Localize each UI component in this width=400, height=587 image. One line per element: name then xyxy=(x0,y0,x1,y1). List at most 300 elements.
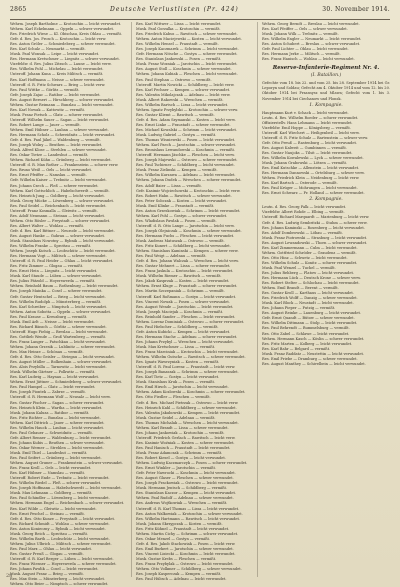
list-item: Leutn. d. Res. Wilhelm Roeder — schwer verwundet. xyxy=(262,115,359,120)
list-item: Res. Johann Kubis — Beuthen — schwer verwundet. xyxy=(10,440,105,445)
list-item: Res. Vincent Lisiecki — Koschmin — leicht verwundet. xyxy=(136,551,236,556)
list-item: Res. Johann Jankowiak — Krotoschin — vermißt. xyxy=(136,430,225,435)
list-item: Unteroff. Hermann Jäschke — Pleschen — leicht verw. xyxy=(136,153,235,158)
list-item: Musk. Gustav Krebs — Pleschen — vermißt. xyxy=(136,556,217,561)
list-item: Res. Ernst Linke — Fraustadt — schwer verwundet. xyxy=(136,122,231,127)
list-item: Res. Robert Stelter — Schlochau — leicht verwundet. xyxy=(262,281,360,286)
list-item: Res. Joseph Mainka — Cosel — schwer verwundet. xyxy=(10,289,103,294)
list-item: Res. Albert Walter — Wohlau — vermißt. xyxy=(10,223,85,228)
list-item: Vizefeldw. Albert Rohde — Elbing — vermißt. xyxy=(262,210,345,215)
list-item: Res. Hermann Scholz — Schweidnitz — leicht verwundet. xyxy=(10,133,116,138)
list-item: Unteroff. d. R. Fritz Schwarz — Brieg — leicht verw. xyxy=(10,82,106,87)
list-item: Gefr. d. Res. Otto Kunze — Freystadt — leicht verwundet. xyxy=(10,516,116,521)
list-item: Res. Paul Seidel — Reichenbach — leicht verwundet. xyxy=(10,203,107,208)
text-column-2 xyxy=(136,22,254,581)
list-item: Musk. Johann Kaluza — Ratibor — vermißt. xyxy=(10,410,90,415)
list-item: Unteroff. d. R. Karl Berger — Lüben — leicht verwundet. xyxy=(10,556,114,561)
list-item: Res. Ignatz Wawrzyniak — Kosten — vermißt. xyxy=(136,360,220,365)
list-item: Offizierstellv. Hans Lehmann — leicht verwundet. xyxy=(262,120,353,125)
list-item: Res. Paul Tschirner — Schildberg — leicht verwundet. xyxy=(136,163,235,168)
list-item: Res. Paul Hielscher — Schildberg — vermißt. xyxy=(136,324,219,329)
list-item: Wehrm. Paul Rudolf — Adelnau — schwer verwundet. xyxy=(136,496,234,501)
list-item: Res. Anton Schubert — Breslau — schwer verwundet. xyxy=(262,42,361,47)
list-item: Res. Friedrich Wolff — Danzig — schwer verwundet. xyxy=(262,296,358,301)
list-item: Res. Anton Grzeskowiak — Schrimm — leicht verwundet. xyxy=(136,208,241,213)
list-item: Res. Richard Bänsch — Görlitz — schwer verwundet. xyxy=(10,324,107,329)
list-item: Res. Wilhelm Riedel — Pleß — schwer verwundet. xyxy=(10,481,102,486)
list-item: Musk. Joseph Maciejak — Koschmin — vermißt. xyxy=(136,309,224,314)
list-item: Res. Oskar Tietze — Landeshut — vermißt. xyxy=(10,153,89,158)
list-item: Res. Fritz Marten — Kolberg — leicht verwundet. xyxy=(262,341,353,346)
list-item: Res. Gustav Kroll — Karthaus — leicht verwundet. xyxy=(262,291,354,296)
list-item: Musk. Andreas Matuszak — Ostrowo — vermißt. xyxy=(136,239,225,244)
list-item: Res. Gustav Fischer — Sagan — schwer verwundet. xyxy=(10,400,105,405)
list-item: Musk. Franz Adamczak — Schrimm — vermißt. xyxy=(136,450,223,455)
list-item: Musk. Franz Raddatz — Neustettin — leicht verwundet. xyxy=(262,351,365,356)
company-2-entries xyxy=(262,205,390,367)
list-item: Res. Andreas Wojtkowiak — Wreschen — vermißt. xyxy=(136,501,228,506)
list-item: Res. Robert Lange — Jauer — vermißt. xyxy=(10,122,81,127)
list-item: Res. Joseph Piontek — Zabrze — vermißt. xyxy=(10,390,86,395)
list-item: Res. August Wende — Jarotschin — leicht verwundet. xyxy=(136,304,234,309)
list-item: Musk. Johann Wilk — Trebnitz — vermißt. xyxy=(262,32,339,37)
list-item: Res. Wilhelm Dittmann — Stolp — leicht verwundet. xyxy=(262,321,358,326)
list-item: Gefr. Paul Lichter — Ohlau — leicht verwundet. xyxy=(262,47,349,52)
list-item: Wehrm. Ernst Kluge — Fraustadt — schwer verwundet. xyxy=(136,284,238,289)
list-item: Res. Julius Rehberg — Flatow — leicht verwundet. xyxy=(262,270,355,275)
list-item: Res. Ernst Schwarz — Pr. Holland — schwer verwundet. xyxy=(262,191,365,196)
list-item: Res. Karl Schreiber — Nimptsch — leicht verwundet. xyxy=(10,304,108,309)
list-item: Musk. Paul Wenzel — Tuchel — vermißt. xyxy=(262,265,336,270)
list-item: Musk. Karl Staude — Lüben — schwer verwundet. xyxy=(10,274,102,279)
list-item: Musk. Max Kretschmer — Lissa — vermißt. xyxy=(136,345,216,349)
list-item: Res. Kasimir Woźniak — Kosten — schwer verwundet. xyxy=(136,440,235,445)
list-item: Res. Jakob Kasprzak — Kosten — leicht verwundet. xyxy=(136,279,230,284)
list-item: Res. Karl Bartsch — Osterode — vermißt. xyxy=(262,181,338,186)
list-item: Res. Ernst Peschel — Steinau — vermißt. xyxy=(10,511,86,516)
list-item: Res. Paul Marx — Ohlau — leicht verwundet. xyxy=(10,546,93,551)
list-item: Musk. Stanislaus Nowotny — Rybnik — leicht verwundet. xyxy=(10,239,115,244)
list-item: Res. Bronislaus Lewandowski — Koschmin — vermißt. xyxy=(136,148,236,153)
list-item: Res. Hermann Dannowski — Ortelsburg — schwer verw. xyxy=(262,171,365,176)
list-item: Res. Karl Zimmermann — Culm — leicht verwundet. xyxy=(262,245,358,250)
list-item: Res. Robert Hahn — Rawitsch — schwer verwundet. xyxy=(136,193,232,198)
list-item: Unteroff. Johann Kuna — Kreis Militsch — vermißt. xyxy=(10,72,104,77)
list-item: Wehrm. Joseph Bartholme — Krotoschin — leicht verwundet. xyxy=(10,22,122,26)
list-item: Res. Franz Langer — Patschkau — leicht verwundet. xyxy=(10,339,106,344)
list-item: Unteroff. Martin Nowicki — Schildberg — leicht verw. xyxy=(136,82,235,87)
company-heading: 2. Kompagnie. xyxy=(309,197,343,203)
list-item: Unteroff. Friedrich Gerlach — Rawitsch — leicht verw. xyxy=(136,435,236,440)
list-item: Res. Paul Weigt — Adelnau — vermißt. xyxy=(136,254,207,259)
list-item: Res. Karl Tietz — Gostyn — leicht verwundet. xyxy=(136,375,220,380)
list-item: Res. Heinrich Kahl — Schildberg — schwer verwundet. xyxy=(136,405,237,410)
list-item: Wehrm. Gustav Reimann — Bunzlau — leicht verwundet. xyxy=(10,102,114,107)
list-item: Res. Fritz Richter — Bunzlau — leicht verwundet. xyxy=(10,415,101,420)
list-item: Wehrm. Hermann Engel — Reichenbach — schwer verwundet. xyxy=(10,501,125,506)
list-item: Res. Johann Pawlik — Cosel — leicht verwundet. xyxy=(10,567,99,572)
list-item: Res. Wilhelm Rudolph — Münsterberg — vermißt. xyxy=(10,299,102,304)
list-item: Res. Paul Stephan — Ostrowo — vermißt. xyxy=(136,77,212,82)
list-item: Res. Wilhelm Bartsch — Lissa — leicht verwundet. xyxy=(136,102,229,107)
list-item: Res. Martin Szczepaniak — Schrimm — vermißt. xyxy=(136,289,225,294)
list-item: Wehrm. Karl Brandt — Lissa — schwer verwundet. xyxy=(136,425,229,430)
list-item: Res. Gustav Kliemt — Rawitsch — vermißt. xyxy=(136,112,215,117)
list-item: Wehrm. Emil Hübner — Lauban — schwer verwundet. xyxy=(10,127,109,132)
list-item: Res. Adolf Dombrowski — Löbau — vermißt. xyxy=(262,230,344,235)
list-item: Res. Johann Przybyl — Wreschen — leicht verwundet. xyxy=(136,339,235,344)
list-item: Res. Paul Krause — Kreuzburg — vermißt. xyxy=(10,314,88,319)
list-item: Vizefeldw. d. Res. Julius Zitzsch — Laune — leicht verw. xyxy=(10,62,112,67)
column-3-top-entries xyxy=(262,22,390,62)
list-item: Res. Robert Kiesel — Gostyn — leicht verwundet. xyxy=(136,456,227,461)
list-item: Wehrm. Otto Volkmer — Schildberg — schwer verwundet. xyxy=(136,567,242,572)
list-item: Res. Wilhelm Hensel — Fraustadt — vermißt. xyxy=(136,42,219,47)
list-item: Res. Karl Schulz — Neumarkt — vermißt. xyxy=(10,47,86,52)
list-item: Res. Gustav Naujoks — Tilsit — leicht verwundet. xyxy=(262,150,353,155)
list-item: Res. Adolf Neumann — Steinau — leicht verwundet. xyxy=(10,213,106,218)
list-item: Res. Karl Bahr — Belgard — vermißt. xyxy=(262,346,331,351)
list-item: Musk. Emil Klinke — Fraustadt — vermißt. xyxy=(136,203,215,208)
list-item: Res. Wilhelm Schulz — Konitz — schwer verwundet. xyxy=(262,260,358,265)
list-item: Res. Karl Pfeiffer — Oels — schwer verwundet. xyxy=(262,27,348,32)
list-item: Wehrm. Karl Paech — Jarotschin — schwer verwundet. xyxy=(136,143,237,148)
list-item: Res. Joseph Frackowiak — Ostrowo — leicht verwundet. xyxy=(136,481,239,486)
list-item: Res. Vincent Nowak — Posen — schwer verwundet. xyxy=(136,299,231,304)
list-item: Res. Wilhelm Hartmann — Rawitsch — leicht verwundet. xyxy=(136,516,241,521)
list-item: Gefr. Hermann Nitsche — Gostyn — schwer verwundet. xyxy=(136,52,238,57)
list-item: Musk. Wilhelm Riemer — Rawitsch — vermißt. xyxy=(136,274,222,279)
list-item: Gefr. Joseph Zajac — Ratibor — leicht verwundet. xyxy=(10,92,101,97)
list-item: Unteroff. d. R. Max Rother — Frankenstein — schwer verw. xyxy=(10,163,119,168)
list-item: Res. Friedrich Wiese — Kl. Obischau, Kreis Ohlau — vermißt. xyxy=(10,32,123,37)
list-item: Musk. Emil Thiel — Landeshut — vermißt. xyxy=(10,450,88,455)
text-column-3 xyxy=(262,22,390,581)
list-item: Hauptmann Kurt v. Schack — leicht verwundet. xyxy=(262,110,349,115)
list-item: Res. Max Heinze — Schönau — vermißt. xyxy=(10,350,84,355)
list-item: Musk. Gustav Seidel — Adelnau — vermißt. xyxy=(136,415,216,420)
list-item: Res. Anton Walkowiak — Krotoschin — schwer verwundet. xyxy=(136,511,243,516)
list-item: Unteroff. d. R. Paul Heider — Ohlau — leicht verwundet. xyxy=(10,259,114,264)
list-item: Gefr. d. Res. Karl Bittner — Neurode — leicht verwundet. xyxy=(10,228,115,233)
list-item: Musk. Franz Wozniak — Jarotschin — leicht verwundet. xyxy=(136,62,238,67)
list-item: Wehrm. Joseph Kutsch — Leobschütz — leicht verwundet. xyxy=(10,249,116,254)
list-item: Musk. Wilhelm Gärtner — Polkwitz — vermißt. xyxy=(10,370,96,375)
column-divider xyxy=(257,22,258,577)
list-item: Wehrm. Georg Berndt — Breslau — leicht verwundet. xyxy=(262,22,360,26)
list-item: Res. Bruno Weiß — Oels — leicht verwundet. xyxy=(10,168,93,173)
list-item: Res. Fritz Kunert — Schildberg — leicht verwundet. xyxy=(136,244,231,249)
list-item: Unteroff. d. R. Hermann Wolf — Neusalz — leicht verw. xyxy=(10,395,111,400)
publication-title xyxy=(110,6,239,13)
list-item: Wehrm. Adam Kozlowski — Koschmin — schwer verwundet. xyxy=(136,390,246,395)
column-divider xyxy=(131,22,132,577)
list-item: Res. August Hanke — Guhrau — schwer verwundet. xyxy=(10,233,106,238)
company-1-entries xyxy=(262,111,390,197)
list-item: Res. Johann Pieper — Putzig — vermißt. xyxy=(262,306,336,311)
list-item: Wehrm. Wilhelm Gutsche — Rawitsch — schwer verwundet. xyxy=(136,355,246,360)
list-item: Res. Stanislaus Jankowski — Posen — vermißt. xyxy=(136,57,222,62)
list-item: Musk. Franz Pietsch — Glatz — schwer verwundet. xyxy=(10,112,104,117)
list-item: Res. Wladislaus Pawlak — Posen — vermißt. xyxy=(136,218,217,223)
list-item: Res. Wilhelm Barth — Leobschütz — leicht verwundet. xyxy=(10,536,110,541)
list-item: Wehrm. Martin Cichy — Schrimm — schwer verwundet. xyxy=(136,531,239,536)
list-item: Res. Emil Priebe — Dramburg — schwer verwundet. xyxy=(262,356,358,361)
list-item: Res. Franz Wiesner — Hoyerswerda — schwer verwundet. xyxy=(10,562,117,567)
list-item: Res. Alois Przybilla — Tarnowitz — leicht verwundet. xyxy=(10,365,107,370)
list-item: Res. Wilhelm Kurzawa — Adelnau — leicht verwundet. xyxy=(136,173,236,178)
list-item: Res. Joseph Banaszak — Schrimm — schwer verwundet. xyxy=(136,370,239,375)
list-item: Wehrm. Julius Ulbrich — Militsch — schwer verwundet. xyxy=(10,541,112,546)
page-number: 2865 xyxy=(10,6,27,13)
list-item: Res. Adolf Baier — Lissa — vermißt. xyxy=(136,183,202,188)
list-item: Res. Wilhelm Pohl — Michelau — leicht verwundet. xyxy=(10,67,104,72)
list-item: Musk. Karl Block — Neustadt — leicht verwundet. xyxy=(262,301,354,306)
list-item: Res. Joseph Wolny — Beuthen — leicht verwundet. xyxy=(10,143,103,148)
list-item: Wehrm. Friedrich Klein — Neidenburg — leicht verw. xyxy=(262,176,360,181)
list-item: Res. Wilhelm Engler — Neumarkt — leicht verwundet. xyxy=(262,37,362,42)
list-item: Gefr. Otto Preuß — Rastenburg — leicht verwundet. xyxy=(262,140,358,145)
list-item: Res. Heinrich Klein — Wartha — leicht verwundet. xyxy=(10,405,103,410)
list-item: Res. August Glaser — Pleschen — schwer verwundet. xyxy=(136,476,234,481)
list-item: Res. Karl Nowak — Kattowitz — vermißt. xyxy=(10,107,86,112)
list-item: Res. Friedrich Kabus — Rawitsch — schwer verwundet. xyxy=(136,32,238,37)
list-item: Gefr. d. Res. Otto Geisler — Striegau — leicht verwundet. xyxy=(10,355,115,360)
list-item: Res. Franz Jaskula — Krotoschin — leicht verwundet. xyxy=(136,269,234,274)
list-item: Res. Gustav Preuß — Glogau — vermißt. xyxy=(10,551,84,556)
list-item: Gefr. d. Res. Johann Walczak — Wreschen — leicht verw. xyxy=(136,259,239,264)
list-item: Wehrm. Stanislaus Kaminski — Kempen — schwer verw. xyxy=(136,249,239,254)
list-item: Musk. Franz Zielinski — Kempen — vermißt. xyxy=(136,168,218,173)
list-item: Res. Paul Gebauer — Schweidnitz — vermißt. xyxy=(10,430,93,435)
list-item: Res. Paul Krüger — Mohrungen — leicht verwundet. xyxy=(262,186,358,191)
list-item: Gefr. Wilhelm Kaiser — Trebnitz — leicht verwundet. xyxy=(10,178,107,183)
list-item: Res. August Bernert — Hirschberg — schwer verwundet. xyxy=(10,97,115,102)
list-item: Wehrm. Hermann Kasch — Köslin — schwer verwundet. xyxy=(262,336,365,341)
list-item: Res. August Reinke — Lauenburg — leicht verwundet. xyxy=(262,311,362,316)
list-item: Res. Joseph Kaczmarek — Schrimm — leicht verwundet. xyxy=(136,47,239,52)
list-item: Wehrm. Ernst Jüttner — Schmiedeberg — schwer verwundet. xyxy=(10,380,123,385)
list-item: Gefr. d. Res. Michael Pietrzak — Ostrowo — leicht verw. xyxy=(136,400,239,405)
list-item: Res. Max Stein — Münsterberg — leicht verwundet. xyxy=(10,577,106,582)
list-item: Wehrm. Richard Kühn — Grünberg — leicht verwundet. xyxy=(10,158,112,163)
list-item: Unteroff. Richard Marquardt — Marienburg — leicht verw. xyxy=(262,215,370,220)
list-item: Res. Thomas Michalak — Wreschen — leicht verwundet. xyxy=(136,420,239,425)
list-item: Res. Hermann Jerke — Militsch — vermißt. xyxy=(262,52,341,57)
list-item: Wehrm. Johann Dudek — Wreschen — schwer verwundet. xyxy=(136,178,242,183)
list-item: Res. Franz Kroll — Oels — leicht verwundet. xyxy=(10,466,92,471)
list-item: Res. Paul Hampel — Glatz — leicht verwundet. xyxy=(10,385,96,390)
list-item: Gefr. Ernst Quandt — Bütow — schwer verwundet. xyxy=(262,316,355,321)
list-item: Musk. Alfred Klose — Strehlen — schwer verwundet. xyxy=(10,148,107,153)
list-item: Res. Reinhold Sander — Pleschen — leicht verwundet. xyxy=(136,314,236,319)
list-item: Res. Stanislaus Kaczor — Kempen — leicht verwundet. xyxy=(136,491,237,496)
list-item: Res. Otto Zabel — Schlawe — leicht verwundet. xyxy=(262,331,350,336)
list-item: Res. Karl Fechner — Kempen — schwer verwundet. xyxy=(136,87,231,92)
list-item: Musk. Georg Mücke — Löwenberg — schwer verwundet. xyxy=(10,198,115,203)
list-item: Res. Karl Wilde — Gleiwitz — leicht verwundet. xyxy=(10,506,97,511)
list-item: Res. Paul Behrendt — Rummelsburg — vermißt. xyxy=(262,326,350,331)
list-item: Wehrm. Anton Sobotta — Oppeln — schwer verwundet. xyxy=(10,309,112,314)
list-item: Wehrm. Lorenz Dominiak — Ostrowo — schwer verwundet. xyxy=(136,319,245,324)
list-item: Res. August Müller — Bolkenhain — schwer verwundet. xyxy=(10,360,113,365)
list-item: Res. Hermann Kretschmer — Liegnitz — schwer verwundet. xyxy=(10,57,121,62)
list-item: Res. Paul Seifert — Grünberg — leicht verwundet. xyxy=(10,456,102,461)
list-item: Res. Fritz Zimmer — Glogau — vermißt. xyxy=(10,264,84,269)
list-item: Res. Joseph Kasperczak — Kempen — vermißt. xyxy=(136,572,222,577)
list-item: Res. Franz Przybylak — Ostrowo — leicht verwundet. xyxy=(136,562,234,567)
list-item: Leutn. d. Res. Georg Falk — leicht verwundet. xyxy=(262,205,347,210)
list-item: Res. Joseph Majewski — Ostrowo — schwer verwundet. xyxy=(136,158,238,163)
list-item: Wehrm. Karl Dittrich — Jauer — schwer verwundet. xyxy=(10,420,105,425)
page-header xyxy=(10,6,390,18)
list-item: Res. Johann Kaminski — Rosenberg — leicht verwundet. xyxy=(262,225,365,230)
list-item: Res. Hermann Fuchs — Pleschen — leicht verwundet. xyxy=(136,233,235,238)
list-item: Res. Hermann Lück — Deutsch Krone — schwer verw. xyxy=(262,276,361,281)
list-item: Wehrm. Karl Pohl — Gostyn — schwer verwundet. xyxy=(136,213,228,218)
list-item: Res. Emil Hirsch — Jarotschin — leicht verwundet. xyxy=(136,385,229,390)
list-item: Unteroff. d. R. Paul Lorenz — Fraustadt — leicht verw. xyxy=(136,365,236,370)
list-item: Res. Wilhelm Franke — Sprottau — vermißt. xyxy=(10,244,92,249)
list-item: Res. Paul Hanisch — Fraustadt — leicht verwundet. xyxy=(136,445,231,450)
list-item: Musk. August Franz — Brieg — vermißt. xyxy=(10,572,84,577)
list-item: Unteroff. d. R. Karl Thomas — Lissa — leicht verwundet. xyxy=(136,506,240,511)
list-item: Unteroff. d. R. Fritz Schulz — Bartenstein — schwer verw. xyxy=(262,135,368,140)
list-item: Unteroff. Karl Roßmann — Gostyn — leicht verwundet. xyxy=(136,294,237,299)
list-item: Res. August Manthey — Schivelbein — leicht verwundet. xyxy=(262,361,366,366)
list-item: Res. Oskar Menzel — Gostyn — vermißt. xyxy=(136,536,211,541)
list-item: Musk. Max Lehmann — Goldberg — vermißt. xyxy=(10,491,93,496)
list-item: Vizefeldw. Emil Hoppe — Königsberg — vermißt. xyxy=(262,125,352,130)
list-item: Gefr. d. Res. Paul Jäkel — Waldenburg — vermißt. xyxy=(10,138,101,143)
list-item: Musk. Johann Grabowski — Lötzen — vermißt. xyxy=(262,161,348,166)
list-item: Wehrm. Reinhold Baum — Rothenburg — leicht verwundet. xyxy=(10,284,119,289)
list-item: Res. August Kalweit — Gumbinnen — vermißt. xyxy=(262,145,347,150)
list-item: Unteroff. Karl Wiechert — Heiligenbeil — leicht verw. xyxy=(262,130,360,135)
list-item: Musk. Johann Skrzypczak — Kosten — vermißt. xyxy=(136,521,223,526)
list-item: Res. Michael Kowalski — Schrimm — leicht verwundet. xyxy=(136,127,238,132)
list-item: Wehrm. Karl Gottschlich — Habelschwerdt — vermißt. xyxy=(10,188,110,193)
list-item: Wehrm. Ludwig Kaczmarczyk — Posen — schwer verwundet. xyxy=(136,461,248,466)
list-item: Res. Emil Burkert — Jarotschin — schwer verwundet. xyxy=(136,546,234,551)
company-heading: 1. Kompagnie. xyxy=(309,102,343,108)
list-item: Res. Valentin Jakubowski — Kempen — leicht verwundet. xyxy=(136,410,241,415)
list-item: Gefr. d. Res. Jakob Stachowiak — Posen — leicht verw. xyxy=(136,541,236,546)
list-item: Res. Paul Wittke — Görlitz — vermißt. xyxy=(10,87,80,92)
text-column-1 xyxy=(10,22,128,587)
list-item: Musk. Paul Gorzalka — Krotoschin — vermißt. xyxy=(136,27,221,32)
header-rule xyxy=(10,19,390,20)
list-item: Res. Johann Czech — Pleß — schwer verwundet. xyxy=(10,183,99,188)
list-item: Gefr. Anton Kubicki — Kempen — leicht verwundet. xyxy=(136,329,231,334)
list-item: Res. Joseph Olejniczak — Koschmin — schwer verwundet. xyxy=(136,228,242,233)
list-item: Unteroff. Hugo Fiebig — Breslau — leicht verwundet. xyxy=(10,329,108,334)
list-item: Res. Gustav Mehnert — Lissa — schwer verwundet. xyxy=(136,264,231,269)
list-item: Res. Karl Hübner — Namslau — vermißt. xyxy=(10,471,86,476)
list-item: Wehrm. Otto Rösler — Freystadt — schwer verwundet. xyxy=(10,218,111,223)
list-item: Res. Anton Konieczny — Rybnik — leicht verwundet. xyxy=(10,526,106,531)
list-item: Res. Anton Gröler — Schmiedeberg — schwer verwundet. xyxy=(10,42,116,47)
issue-date: 30. November 1914. xyxy=(322,6,390,13)
list-item: Gefr. d. Res. Jos. Frosch — Krotoschin — leicht verw. xyxy=(10,37,107,42)
battalion-subheading: (I. Bataillon.) xyxy=(310,73,342,79)
list-item: Res. Karl Wittwer — Lissa — leicht verwundet. xyxy=(136,22,222,26)
list-item: Res. August Lewandowski — Thorn — schwer verwundet. xyxy=(262,240,368,245)
list-item: Res. Gottlieb Wende — Groß Wartenberg — vermißt. xyxy=(10,334,107,339)
list-item: Gefr. Peter Nawrocki — Koschmin — leicht verwundet. xyxy=(136,471,236,476)
list-item: Wehrm. Johann Grzesik — Lublinitz — schwer verwundet. xyxy=(10,345,116,349)
list-item: Unteroff. d. R. Otto Lange — Jarotschin — leicht verw. xyxy=(136,223,235,228)
list-item: Wehrm. Karl Eckelmann — Oppeln — schwer verwundet. xyxy=(10,27,115,32)
list-item: Gefr. d. Res. Ludwig Sembritzki — Stuhm — schwer verw. xyxy=(262,220,368,225)
list-item: Unteroff. Wilhelm Sauer — Sagan — leicht verwundet. xyxy=(10,117,110,122)
list-item: Res. Fritz Kühnel — Fraustadt — leicht verwundet. xyxy=(136,526,230,531)
list-item: Res. Peter Sobczak — Kosten — leicht verwundet. xyxy=(136,198,228,203)
list-item: Wehrm. August Gruner — Frankenstein — schwer verwundet. xyxy=(10,461,124,466)
list-item: Res. Franz Hanisch — Wohlau — leicht verwundet. xyxy=(262,57,355,62)
list-item: Res. Ernst Winkler — Jarotschin — vermißt. xyxy=(136,466,217,471)
list-item: Musk. Georg Reich — Sprottau — vermißt. xyxy=(10,531,89,536)
list-item: Wehrm. Gottfried Schröder — Graudenz — vermißt. xyxy=(262,250,357,255)
list-item: Res. Wilhelm Hauck — Lauban — leicht verwundet. xyxy=(10,425,105,430)
list-item: Res. Ernst Pfeiffer — Namslau — vermißt. xyxy=(10,173,87,178)
list-item: Res. August Stoll — Koschmin — schwer verwundet. xyxy=(136,67,232,72)
footer-mark: 28 xyxy=(6,573,13,579)
list-item: Wehrm. Johann Kubiak — Pleschen — leicht verwundet. xyxy=(136,72,238,77)
list-item: Res. Oskar Werner — Strehlen — leicht verwundet. xyxy=(10,445,104,450)
list-item: Musk. Ludwig Gabriel — Gostyn — vermißt. xyxy=(136,133,217,138)
list-item: Gefr. Kasimir Wojciechowski — Krotoschin — leicht verw. xyxy=(136,188,241,193)
list-item: Res. Otto Fiedler — Pleschen — vermißt. xyxy=(136,395,211,400)
list-item: Gefr. Gustav Hentschel — Brieg — leicht verwundet. xyxy=(10,294,106,299)
list-item: Res. Emil Kutschke — Allenstein — leicht verwundet. xyxy=(262,166,360,171)
list-item: Musk. Franz Piotrowski — Strasburg — leicht verwundet. xyxy=(262,235,368,240)
list-item: Res. Heinrich Jung — Goldberg — leicht verwundet. xyxy=(10,193,106,198)
battle-description: Gefechte vom 18. bis 22. und vom 25. bis 28. September 1914 bei Gr. Leporyn und Soldau; Gefecht am 4. Oktober 1914 und vom 12. bis 20. Oktober 1914 bei Przasnysz und Mlawa; Gefecht vom 1. bis 3. November 1914 bei Ciechanow und Plonsk. xyxy=(262,81,390,101)
list-item: Musk. Stanislaus Kruk — Posen — vermißt. xyxy=(136,380,216,385)
publication-name: Deutsche Verlustlisten xyxy=(110,6,201,13)
list-item: Res. Julius Pätzold — Hoyerswerda — vermißt. xyxy=(10,279,96,284)
list-item: Res. Ernst Hein — Liegnitz — leicht verwundet. xyxy=(10,269,98,274)
list-item: Musk. Hermann Jentsch — Schildberg — vermißt. xyxy=(136,486,228,491)
issue-number: (Pr. 424) xyxy=(203,6,239,13)
list-item: Musk. Albert Rakowski — Wreschen — vermißt. xyxy=(136,97,224,102)
list-item: Gefr. d. Res. Adam Szymanski — Kosten — leicht verw. xyxy=(136,117,236,122)
list-item: Res. Paul Schindler — Löwenberg — leicht verwundet. xyxy=(10,496,110,501)
list-item: Res. Valentin Mikolajczak — Adelnau — leicht verw. xyxy=(136,92,231,97)
list-item: Res. Richard Schmidt — Wohlau — schwer verwundet. xyxy=(10,521,110,526)
list-item: Res. Otto Hinz — Schwetz — leicht verwundet. xyxy=(262,255,348,260)
list-item: Res. Wilhelm Kowalewski — Lyck — schwer verwundet. xyxy=(262,155,364,160)
list-item: Musk. Emil Arlt — Neisse — leicht verwundet. xyxy=(10,319,95,324)
list-item: Res. Thomas Wisniewski — Posen — leicht verwundet. xyxy=(136,138,236,143)
list-item: Gefr. Albert Renner — Waldenburg — leicht verwundet. xyxy=(10,435,112,440)
list-item: Res. Paul Hübsch — Adelnau — leicht verwundet. xyxy=(136,577,227,582)
list-item: Wehrm. Otto Beier — Nimptsch — schwer verwundet. xyxy=(10,582,109,587)
list-item: Wehrm. Ignatz Przybylski — Krotoschin — schwer verw. xyxy=(136,107,239,112)
list-item: Res. Hermann Vogt — Militsch — schwer verwundet. xyxy=(10,254,107,259)
list-item: Res. Franz Marciniak — Krotoschin — leicht verwundet. xyxy=(136,350,239,355)
list-item: Res. Karl Hoffmann — Neisse — schwer verwundet. xyxy=(10,77,105,82)
list-item: Res. Joseph Hoffmann — Habelschwerdt — leicht verwundet. xyxy=(10,486,122,491)
list-item: Wehrm. Anton Maciejewski — Kosten — leicht verwundet. xyxy=(136,37,242,42)
list-item: Wehrm. Emil Brandt — Berent — vermißt. xyxy=(262,286,339,291)
list-item: Res. Karl Ludwig — Haynau — leicht verwundet. xyxy=(10,375,100,380)
list-item: Res. Hermann Stache — Adelnau — schwer verwundet. xyxy=(136,334,238,339)
regiment-heading: Reserve-Infanterie-Regiment Nr. 4. xyxy=(272,65,380,72)
list-item: Unteroff. Robert Ende — Trebnitz — leicht verwundet. xyxy=(10,476,110,481)
list-item: Musk. Paul Wonsak — Leipe — leicht verwundet. xyxy=(10,52,100,57)
